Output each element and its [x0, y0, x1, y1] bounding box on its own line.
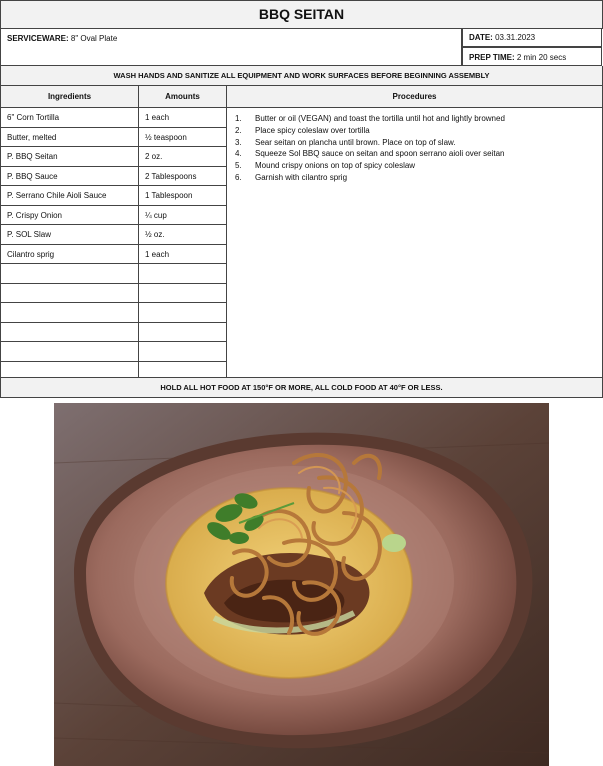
ingredient-name: P. BBQ Sauce — [1, 167, 139, 187]
ingredient-name: P. Crispy Onion — [1, 206, 139, 226]
procedure-step — [235, 137, 602, 149]
plated-dish-photo — [54, 403, 549, 766]
ingredient-name — [1, 323, 139, 343]
procedure-step-number: 3. — [235, 137, 242, 147]
procedure-step-number: 1. — [235, 114, 242, 123]
procedure-step — [235, 125, 602, 137]
ingredient-amount: ½ oz. — [139, 225, 227, 245]
plated-dish-illustration — [54, 403, 549, 766]
prep-time-label: PREP TIME: — [469, 53, 515, 62]
procedure-step-text: Place spicy coleslaw over tortilla — [255, 125, 370, 135]
ingredient-amount: ¼ cup — [139, 206, 227, 226]
procedure-step — [235, 160, 602, 172]
prep-time-cell — [462, 47, 602, 66]
ingredient-name: P. BBQ Seitan — [1, 147, 139, 167]
ingredient-amount: 2 Tablespoons — [139, 167, 227, 187]
ingredient-amount — [139, 342, 227, 362]
ingredient-name — [1, 284, 139, 304]
ingredient-amount — [139, 264, 227, 284]
hold-temperature-notice: HOLD ALL HOT FOOD AT 150°F OR MORE, ALL COLD FOOD AT 40°F OR LESS. — [0, 378, 603, 398]
procedure-step-number: 2. — [235, 125, 242, 135]
date-value: 03.31.2023 — [495, 33, 536, 42]
procedures-list — [227, 108, 602, 378]
ingredient-name: P. Serrano Chile Aioli Sauce — [1, 186, 139, 206]
ingredient-name: P. SOL Slaw — [1, 225, 139, 245]
wash-hands-notice: WASH HANDS AND SANITIZE ALL EQUIPMENT AND WORK SURFACES BEFORE BEGINNING ASSEMBLY — [0, 66, 603, 86]
date-cell — [462, 28, 602, 47]
recipe-table — [0, 86, 603, 378]
procedure-step-text: Butter or oil (VEGAN) and toast the tortilla until hot and lightly browned — [255, 114, 505, 123]
procedure-step — [235, 172, 602, 184]
ingredients-header: Ingredients — [1, 86, 139, 108]
ingredient-amount — [139, 323, 227, 343]
ingredient-amount: 1 each — [139, 245, 227, 265]
procedures-header: Procedures — [227, 86, 602, 108]
ingredient-amount: 1 Tablespoon — [139, 186, 227, 206]
procedure-step — [235, 148, 602, 160]
amounts-header: Amounts — [139, 86, 227, 108]
procedure-step-text: Squeeze Sol BBQ sauce on seitan and spoon serrano aioli over seitan — [255, 149, 505, 159]
ingredient-name: Cilantro sprig — [1, 245, 139, 265]
procedure-step — [235, 113, 602, 125]
ingredient-amount — [139, 284, 227, 304]
recipe-title: BBQ SEITAN — [0, 0, 603, 29]
ingredient-amount: ½ teaspoon — [139, 128, 227, 148]
ingredient-amount: 2 oz. — [139, 147, 227, 167]
date-label: DATE: — [469, 33, 493, 42]
procedure-step-number: 5. — [235, 161, 242, 171]
serviceware-value: 8" Oval Plate — [70, 34, 118, 43]
serviceware-cell — [0, 28, 462, 66]
ingredient-amount — [139, 303, 227, 323]
aioli-dollop — [382, 534, 406, 552]
ingredient-name: Butter, melted — [1, 128, 139, 148]
procedure-step-number: 6. — [235, 172, 242, 182]
ingredient-name — [1, 264, 139, 284]
ingredient-amount: 1 each — [139, 108, 227, 128]
serviceware-label: SERVICEWARE: — [7, 34, 69, 43]
procedure-step-text: Mound crispy onions on top of spicy coleslaw — [255, 161, 416, 171]
procedure-step-number: 4. — [235, 149, 242, 159]
procedure-step-text: Garnish with cilantro sprig — [255, 172, 348, 182]
ingredient-name: 6" Corn Tortilla — [1, 108, 139, 128]
procedure-step-text: Sear seitan on plancha until brown. Place on top of slaw. — [255, 137, 456, 147]
prep-time-value: 2 min 20 secs — [516, 53, 567, 62]
ingredient-name — [1, 303, 139, 323]
ingredient-name — [1, 342, 139, 362]
